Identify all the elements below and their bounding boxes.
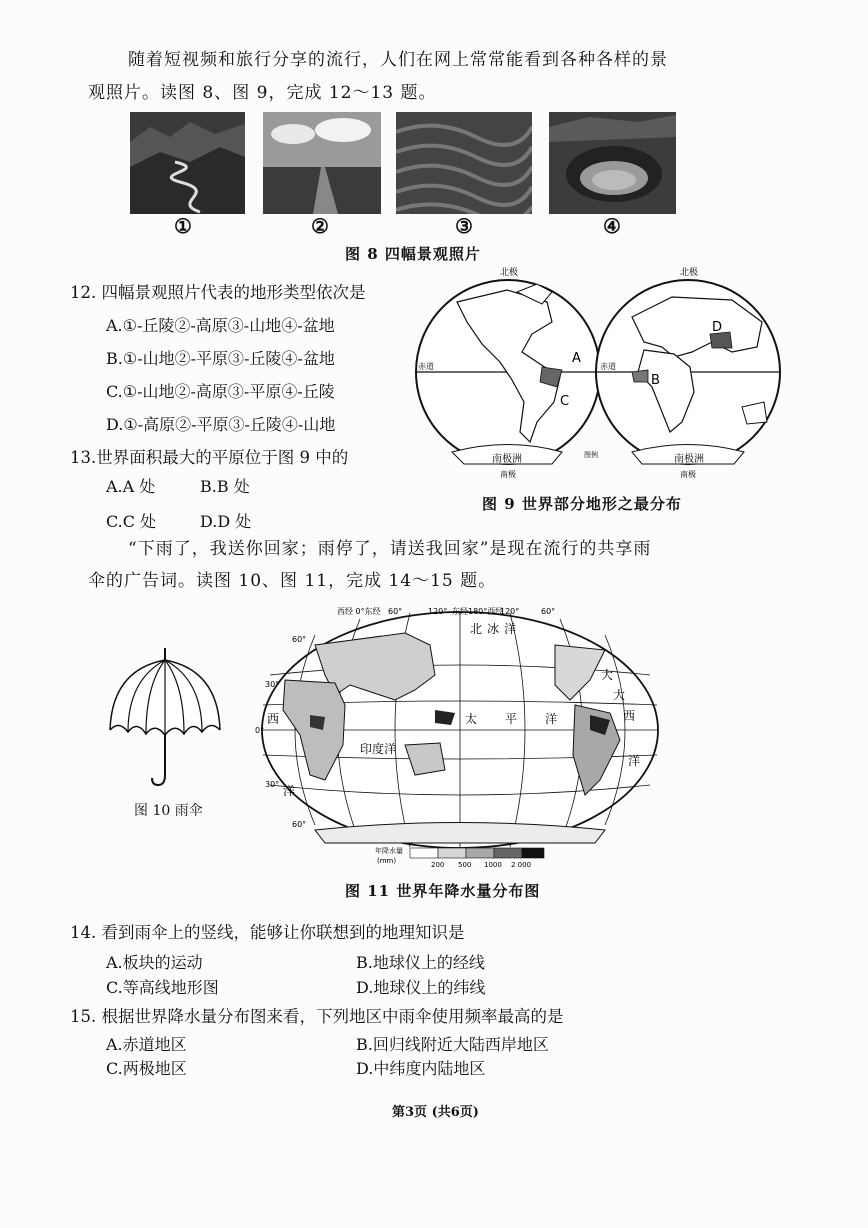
photo-num-4: ④ [603,214,621,238]
legend-value-500: 500 [458,861,472,869]
q12-stem: 12. 四幅景观照片代表的地形类型依次是 [70,283,366,302]
lon-label-1: 西经 0°东经 [337,607,381,616]
label-b: B [651,373,660,388]
q12-option-a[interactable]: A.①-丘陵②-高原③-山地④-盆地 [106,316,335,335]
photo-1-mountain-road [130,112,245,214]
q15-stem: 15. 根据世界降水量分布图来看，下列地区中雨伞使用频率最高的是 [70,1007,564,1026]
equator-right-label: 赤道 [600,362,616,371]
fig11-precipitation-map [255,605,665,870]
lon-label-6: 60° [541,607,556,616]
legend-value-1000: 1000 [484,861,502,869]
ocean-label-10: 印度洋 [360,742,397,756]
intro-line-1: 随着短视频和旅行分享的流行，人们在网上常常能看到各种各样的景 [128,50,668,70]
ocean-label-12: 西 [623,709,636,723]
south-pole-right-label: 南极 [680,470,696,479]
photo-num-1: ① [174,214,192,238]
lon-label-5: 120° [500,607,520,616]
intro-line-2: 观照片。读图 8、图 9，完成 12～13 题。 [88,83,437,103]
antarctica-left-label: 南极洲 [492,454,522,465]
legend-value-200: 200 [431,861,445,869]
lat-label-60n: 60° [292,635,307,644]
photo-2-plain [263,112,381,214]
q14-option-c[interactable]: C.等高线地形图 [106,978,219,997]
fig11-caption: 图 11 世界年降水量分布图 [345,882,541,900]
q13-option-a[interactable]: A.A 处 [106,477,156,496]
ocean-label-6: 洋 [283,784,296,798]
page-number: 第3页 (共6页) [392,1105,479,1120]
q12-option-c[interactable]: C.①-山地②-高原③-平原④-丘陵 [106,382,335,401]
north-pole-left-label: 北极 [500,268,519,278]
q14-option-a[interactable]: A.板块的运动 [106,953,203,972]
fig9-caption: 图 9 世界部分地形之最分布 [482,495,682,513]
label-d: D [712,320,723,335]
ocean-label-5: 西 [267,712,280,726]
lat-label-0: 0° [255,726,265,735]
ocean-label-2: 冰 [487,622,500,636]
lon-label-4: 东经180°西经 [452,607,504,616]
q14-stem: 14. 看到雨伞上的竖线，能够让你联想到的地理知识是 [70,923,465,942]
lat-label-30n: 30° [265,680,280,689]
q14-option-d[interactable]: D.地球仪上的纬线 [356,978,486,997]
legend-value-2000: 2 000 [511,861,532,869]
legend-unit: (mm) [377,857,397,865]
fig9-hemispheres-map [412,262,782,482]
q13-option-d[interactable]: D.D 处 [200,512,252,531]
lat-label-30s: 30° [265,780,280,789]
q12-option-d[interactable]: D.①-高原②-平原③-丘陵④-山地 [106,415,336,434]
legend-title: 年降水量 [375,847,403,855]
legend-label: 图例 [584,451,598,459]
ocean-label-13: 洋 [628,754,641,768]
lon-label-3: 120° [428,607,448,616]
ocean-label-11: 大 [613,688,626,702]
photo-4-basin [549,112,676,214]
intro2-line-1: “下雨了，我送你回家；雨停了，请送我回家”是现在流行的共享雨 [128,539,652,559]
photo-num-2: ② [311,214,329,238]
ocean-label-4: 大 [601,668,614,682]
photo-3-terraced-hills [396,112,532,214]
q12-option-b[interactable]: B.①-山地②-平原③-丘陵④-盆地 [106,349,335,368]
q15-option-d[interactable]: D.中纬度内陆地区 [356,1059,486,1078]
fig8-caption: 图 8 四幅景观照片 [345,245,481,263]
fig10-caption: 图 10 雨伞 [134,803,203,819]
photo-num-3: ③ [455,214,473,238]
q15-option-a[interactable]: A.赤道地区 [106,1035,187,1054]
intro2-line-2: 伞的广告词。读图 10、图 11，完成 14～15 题。 [88,571,497,591]
antarctica-right-label: 南极洲 [674,454,704,465]
ocean-label-1: 北 [470,622,483,636]
south-pole-left-label: 南极 [500,470,516,479]
q13-option-c[interactable]: C.C 处 [106,512,157,531]
lon-label-2: 60° [388,607,403,616]
label-c: C [560,394,570,409]
q15-option-b[interactable]: B.回归线附近大陆西岸地区 [356,1035,549,1054]
umbrella-drawing [100,640,230,790]
north-pole-right-label: 北极 [680,268,699,278]
ocean-label-3: 洋 [504,622,517,636]
equator-left-label: 赤道 [418,362,434,371]
lat-label-60s: 60° [292,820,307,829]
q15-option-c[interactable]: C.两极地区 [106,1059,187,1078]
ocean-label-8: 平 [505,712,518,726]
q13-option-b[interactable]: B.B 处 [200,477,250,496]
ocean-label-9: 洋 [545,712,558,726]
q14-option-b[interactable]: B.地球仪上的经线 [356,953,485,972]
q13-stem: 13.世界面积最大的平原位于图 9 中的 [70,448,349,467]
ocean-label-7: 太 [465,712,478,726]
label-a: A [572,351,581,366]
